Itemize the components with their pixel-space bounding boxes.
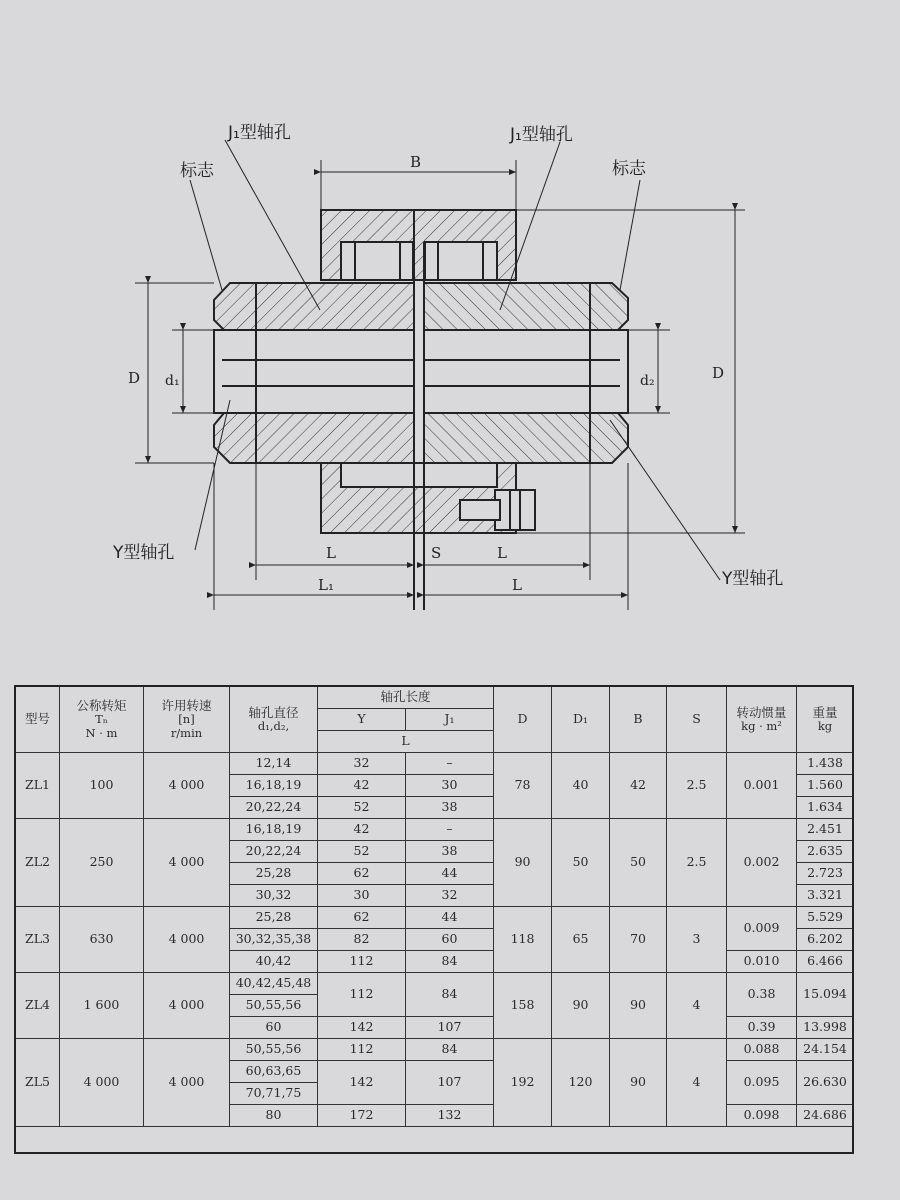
cell-S: 2.5 xyxy=(667,753,727,819)
cell-D: 118 xyxy=(494,907,552,973)
header-length-l: L xyxy=(318,731,494,753)
cell-j1: – xyxy=(406,753,494,775)
cell-y: 142 xyxy=(318,1061,406,1105)
cell-inertia: 0.38 xyxy=(727,973,797,1017)
cell-torque: 100 xyxy=(60,753,144,819)
cell-weight: 3.321 xyxy=(797,885,854,907)
label-y-hole-left: Y型轴孔 xyxy=(113,543,175,563)
cell-bore: 40,42 xyxy=(230,951,318,973)
cell-speed: 4 000 xyxy=(144,753,230,819)
cell-bore: 70,71,75 xyxy=(230,1083,318,1105)
cell-B: 70 xyxy=(610,907,667,973)
cell-weight: 1.560 xyxy=(797,775,854,797)
cell-j1: 32 xyxy=(406,885,494,907)
cell-weight: 24.154 xyxy=(797,1039,854,1061)
cell-inertia: 0.001 xyxy=(727,753,797,819)
header-length: 轴孔长度 xyxy=(318,687,494,709)
bore-left xyxy=(214,330,414,413)
header-B: B xyxy=(610,687,667,753)
dim-label-d1: d₁ xyxy=(165,373,180,389)
table-row xyxy=(16,973,854,995)
cell-torque: 1 600 xyxy=(60,973,144,1039)
label-j1-hole-right: J₁型轴孔 xyxy=(510,125,573,145)
cell-y: 62 xyxy=(318,863,406,885)
cell-bore: 16,18,19 xyxy=(230,819,318,841)
cell-D1: 50 xyxy=(552,819,610,907)
cell-bore: 25,28 xyxy=(230,863,318,885)
cell-inertia: 0.010 xyxy=(727,951,797,973)
cell-j1: 84 xyxy=(406,973,494,1017)
header-inertia: 转动惯量 kg · m² xyxy=(727,687,797,753)
table-row xyxy=(16,907,854,929)
cell-bore: 20,22,24 xyxy=(230,797,318,819)
cell-B: 90 xyxy=(610,973,667,1039)
left-hub-upper xyxy=(214,283,414,330)
cell-weight: 2.635 xyxy=(797,841,854,863)
cell-y: 30 xyxy=(318,885,406,907)
cell-D: 192 xyxy=(494,1039,552,1127)
cell-bore: 60,63,65 xyxy=(230,1061,318,1083)
cell-inertia: 0.098 xyxy=(727,1105,797,1127)
header-model: 型号 xyxy=(16,687,60,753)
cell-bore: 40,42,45,48 xyxy=(230,973,318,995)
table-row xyxy=(16,753,854,775)
cell-B: 50 xyxy=(610,819,667,907)
header-torque: 公称转矩 Tₙ N · m xyxy=(60,687,144,753)
cell-y: 82 xyxy=(318,929,406,951)
spec-table xyxy=(15,686,854,1127)
dim-label-L-left: L xyxy=(326,544,336,562)
cell-torque: 250 xyxy=(60,819,144,907)
cell-j1: 44 xyxy=(406,907,494,929)
cell-weight: 26.630 xyxy=(797,1061,854,1105)
dim-label-S: S xyxy=(431,544,442,562)
label-y-hole-right: Y型轴孔 xyxy=(722,569,784,589)
cell-j1: 60 xyxy=(406,929,494,951)
cell-j1: 107 xyxy=(406,1061,494,1105)
cell-y: 62 xyxy=(318,907,406,929)
cell-speed: 4 000 xyxy=(144,1039,230,1127)
cell-S: 2.5 xyxy=(667,819,727,907)
cell-weight: 6.202 xyxy=(797,929,854,951)
cell-bore: 30,32,35,38 xyxy=(230,929,318,951)
header-D: D xyxy=(494,687,552,753)
dim-label-L1: L₁ xyxy=(318,576,334,594)
cell-weight: 2.723 xyxy=(797,863,854,885)
cell-y: 42 xyxy=(318,775,406,797)
cell-D: 158 xyxy=(494,973,552,1039)
dim-label-B: B xyxy=(410,153,422,171)
cell-model: ZL1 xyxy=(16,753,60,819)
cell-weight: 2.451 xyxy=(797,819,854,841)
cell-speed: 4 000 xyxy=(144,973,230,1039)
dim-label-d2: d₂ xyxy=(640,373,655,389)
cell-y: 52 xyxy=(318,797,406,819)
cell-y: 32 xyxy=(318,753,406,775)
roller-top-right xyxy=(425,242,497,280)
header-bore: 轴孔直径 d₁,d₂, xyxy=(230,687,318,753)
cell-inertia: 0.39 xyxy=(727,1017,797,1039)
dim-label-L-right: L xyxy=(497,544,507,562)
cell-S: 4 xyxy=(667,973,727,1039)
cell-model: ZL5 xyxy=(16,1039,60,1127)
cell-B: 90 xyxy=(610,1039,667,1127)
header-speed: 许用转速 [n] r/min xyxy=(144,687,230,753)
cell-bore: 80 xyxy=(230,1105,318,1127)
label-j1-hole-left: J₁型轴孔 xyxy=(228,123,291,143)
cell-B: 42 xyxy=(610,753,667,819)
cell-bore: 50,55,56 xyxy=(230,995,318,1017)
cell-weight: 13.998 xyxy=(797,1017,854,1039)
cell-inertia: 0.002 xyxy=(727,819,797,907)
cell-y: 112 xyxy=(318,973,406,1017)
cell-y: 52 xyxy=(318,841,406,863)
cell-j1: 44 xyxy=(406,863,494,885)
dim-label-D-left: D xyxy=(128,369,141,387)
table-row xyxy=(16,819,854,841)
cell-y: 112 xyxy=(318,1039,406,1061)
cell-D1: 65 xyxy=(552,907,610,973)
cell-j1: 84 xyxy=(406,1039,494,1061)
right-hub-lower xyxy=(424,413,628,463)
cell-torque: 4 000 xyxy=(60,1039,144,1127)
header-weight: 重量 kg xyxy=(797,687,854,753)
cell-D: 90 xyxy=(494,819,552,907)
cell-model: ZL4 xyxy=(16,973,60,1039)
cell-inertia: 0.009 xyxy=(727,907,797,951)
header-S: S xyxy=(667,687,727,753)
cell-bore: 12,14 xyxy=(230,753,318,775)
cell-bore: 16,18,19 xyxy=(230,775,318,797)
cell-j1: 38 xyxy=(406,841,494,863)
cell-j1: 107 xyxy=(406,1017,494,1039)
cell-j1: 38 xyxy=(406,797,494,819)
right-hub-upper xyxy=(424,283,628,330)
cell-S: 4 xyxy=(667,1039,727,1127)
cell-y: 172 xyxy=(318,1105,406,1127)
cell-inertia: 0.088 xyxy=(727,1039,797,1061)
cell-D1: 40 xyxy=(552,753,610,819)
cell-bore: 25,28 xyxy=(230,907,318,929)
cell-bore: 30,32 xyxy=(230,885,318,907)
cell-weight: 24.686 xyxy=(797,1105,854,1127)
bolt-shank xyxy=(460,500,500,520)
cell-y: 112 xyxy=(318,951,406,973)
roller-top-left xyxy=(341,242,413,280)
cell-j1: – xyxy=(406,819,494,841)
cell-y: 142 xyxy=(318,1017,406,1039)
dim-label-D-right: D xyxy=(712,364,725,382)
cell-D1: 90 xyxy=(552,973,610,1039)
cell-weight: 5.529 xyxy=(797,907,854,929)
cell-j1: 132 xyxy=(406,1105,494,1127)
cell-j1: 30 xyxy=(406,775,494,797)
cell-weight: 15.094 xyxy=(797,973,854,1017)
cell-model: ZL2 xyxy=(16,819,60,907)
cell-weight: 6.466 xyxy=(797,951,854,973)
cell-j1: 84 xyxy=(406,951,494,973)
label-mark-right: 标志 xyxy=(612,159,646,179)
table-row xyxy=(16,1039,854,1061)
cell-D1: 120 xyxy=(552,1039,610,1127)
cell-speed: 4 000 xyxy=(144,819,230,907)
cell-inertia: 0.095 xyxy=(727,1061,797,1105)
label-mark-left: 标志 xyxy=(180,161,214,181)
cell-torque: 630 xyxy=(60,907,144,973)
cell-bore: 50,55,56 xyxy=(230,1039,318,1061)
cell-D: 78 xyxy=(494,753,552,819)
header-length-j1: J₁ xyxy=(406,709,494,731)
cell-model: ZL3 xyxy=(16,907,60,973)
bore-right xyxy=(424,330,628,413)
cell-S: 3 xyxy=(667,907,727,973)
dim-label-L-bottom: L xyxy=(512,576,522,594)
cell-bore: 60 xyxy=(230,1017,318,1039)
cell-weight: 1.438 xyxy=(797,753,854,775)
header-length-y: Y xyxy=(318,709,406,731)
header-D1: D₁ xyxy=(552,687,610,753)
cell-speed: 4 000 xyxy=(144,907,230,973)
cell-y: 42 xyxy=(318,819,406,841)
left-hub-lower xyxy=(214,413,414,463)
cell-weight: 1.634 xyxy=(797,797,854,819)
cell-bore: 20,22,24 xyxy=(230,841,318,863)
